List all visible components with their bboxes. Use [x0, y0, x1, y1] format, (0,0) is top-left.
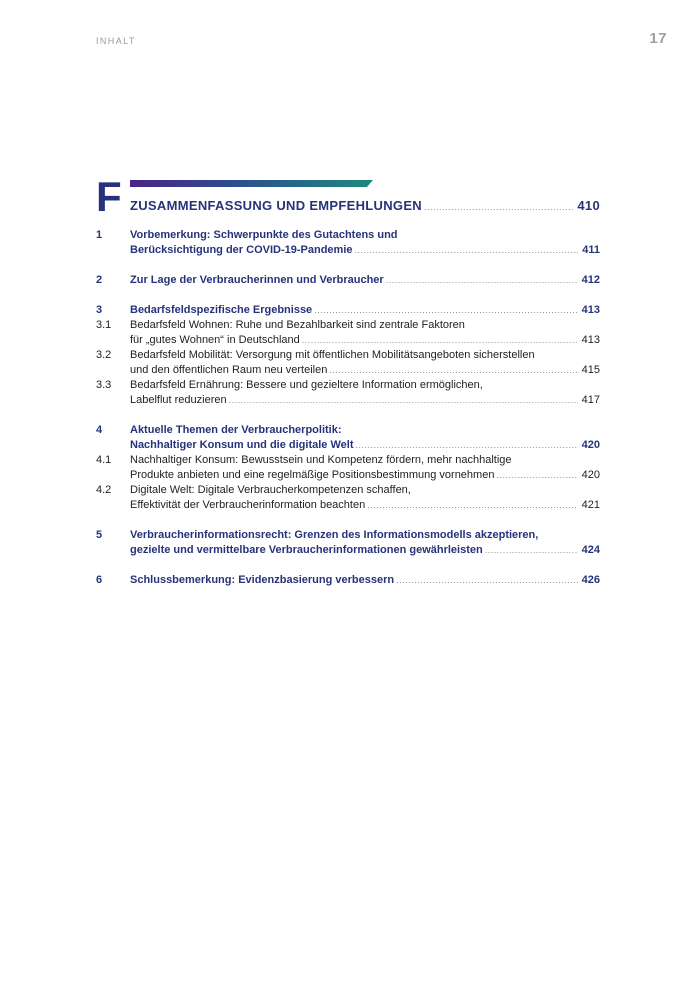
chapter-accent-bar	[130, 180, 373, 187]
toc-title-line: gezielte und vermittelbare Verbraucherinformationen gewährleisten	[130, 544, 483, 556]
toc-title-line: Digitale Welt: Digitale Verbraucherkompetenzen schaffen,	[130, 484, 411, 496]
toc-number: 4.2	[96, 484, 112, 496]
toc-entry-2[interactable]	[96, 273, 600, 288]
toc-title-line: Bedarfsfeldspezifische Ergebnisse	[130, 304, 313, 316]
toc-page: 411	[582, 244, 600, 256]
toc-title-line: Verbraucherinformationsrecht: Grenzen des Informationsmodells akzeptieren,	[130, 529, 539, 541]
toc-page: 413	[581, 334, 600, 346]
toc-title-line: Nachhaltiger Konsum und die digitale Welt	[130, 439, 354, 451]
toc-entry-3[interactable]	[96, 303, 600, 318]
toc-title-line: Effektivität der Verbraucherinformation beachten	[130, 499, 366, 511]
toc-entry-3-1[interactable]	[96, 318, 600, 348]
toc-title-line: Produkte anbieten und eine regelmäßige Positionsbestimmung vornehmen	[130, 469, 495, 481]
toc-title-line: Vorbemerkung: Schwerpunkte des Gutachtens und	[130, 229, 398, 241]
toc-title-line: Bedarfsfeld Wohnen: Ruhe und Bezahlbarkeit sind zentrale Faktoren	[130, 319, 465, 331]
chapter-letter: F	[96, 173, 122, 220]
toc-title-line: Bedarfsfeld Ernährung: Bessere und gezieltere Information ermöglichen,	[130, 379, 483, 391]
toc-entry-4-2[interactable]	[96, 483, 600, 513]
toc-number: 3	[96, 304, 103, 316]
toc-entry-3-2[interactable]	[96, 348, 600, 378]
toc-page: 424	[581, 544, 600, 556]
toc-title-line: Labelflut reduzieren	[130, 394, 227, 406]
toc-page: 415	[581, 364, 600, 376]
toc-entry-6[interactable]	[96, 573, 600, 588]
toc-number: 3.3	[96, 379, 112, 391]
toc-entry-4[interactable]	[96, 423, 600, 453]
toc-entry-4-1[interactable]	[96, 453, 600, 483]
dot-leader	[356, 438, 578, 453]
page-number: 17	[649, 30, 667, 47]
toc-entry-3-3[interactable]	[96, 378, 600, 408]
toc-number: 5	[96, 529, 103, 541]
chapter-title-row[interactable]	[130, 198, 600, 213]
toc-title-line: Berücksichtigung der COVID-19-Pandemie	[130, 244, 353, 256]
table-of-contents	[96, 228, 600, 588]
toc-number: 6	[96, 574, 103, 586]
toc-page: 417	[581, 394, 600, 406]
toc-page: 420	[581, 469, 600, 481]
toc-page: 412	[581, 274, 600, 286]
toc-title-line: Nachhaltiger Konsum: Bewusstsein und Kompetenz fördern, mehr nachhaltige	[130, 454, 512, 466]
toc-page: 413	[581, 304, 600, 316]
toc-page: 426	[581, 574, 600, 586]
toc-number: 4.1	[96, 454, 112, 466]
toc-page: 420	[581, 439, 600, 451]
toc-title-line: Zur Lage der Verbraucherinnen und Verbraucher	[130, 274, 384, 286]
toc-page: 421	[581, 499, 600, 511]
chapter-title: ZUSAMMENFASSUNG UND EMPFEHLUNGEN	[130, 198, 422, 213]
toc-number: 4	[96, 424, 103, 436]
dot-leader	[485, 543, 578, 558]
toc-title-line: Bedarfsfeld Mobilität: Versorgung mit öffentlichen Mobilitätsangeboten sicherstellen	[130, 349, 535, 361]
dot-leader	[396, 573, 578, 588]
toc-number: 3.1	[96, 319, 112, 331]
toc-entry-1[interactable]	[96, 228, 600, 258]
dot-leader	[314, 303, 577, 318]
toc-title-line: Schlussbemerkung: Evidenzbasierung verbessern	[130, 574, 395, 586]
toc-number: 2	[96, 274, 103, 286]
dot-leader	[229, 393, 578, 408]
toc-entry-5[interactable]	[96, 528, 600, 558]
dot-leader	[424, 202, 573, 212]
dot-leader	[367, 498, 577, 513]
dot-leader	[355, 243, 579, 258]
toc-number: 3.2	[96, 349, 112, 361]
dot-leader	[496, 468, 577, 483]
toc-title-line: und den öffentlichen Raum neu verteilen	[130, 364, 328, 376]
toc-title-line: für „gutes Wohnen“ in Deutschland	[130, 334, 300, 346]
dot-leader	[302, 333, 578, 348]
toc-number: 1	[96, 229, 103, 241]
running-head: INHALT	[96, 36, 136, 46]
chapter-page: 410	[577, 198, 600, 213]
dot-leader	[386, 273, 578, 288]
dot-leader	[329, 363, 577, 378]
toc-title-line: Aktuelle Themen der Verbraucherpolitik:	[130, 424, 342, 436]
